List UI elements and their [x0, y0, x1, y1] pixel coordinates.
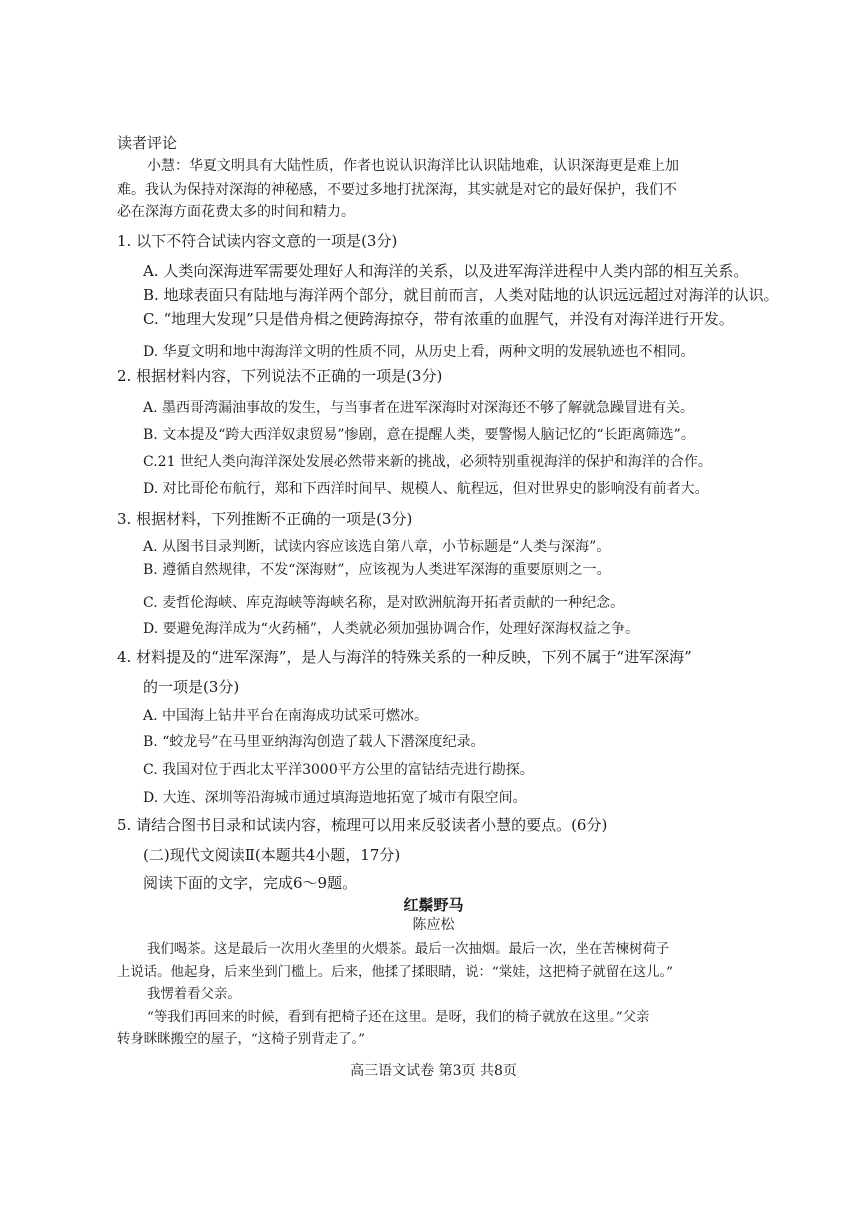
question-4-option-b: B. “蛟龙号”在马里亚纳海沟创造了载人下潜深度纪录。	[143, 734, 485, 750]
question-1-option-b: B. 地球表面只有陆地与海洋两个部分，就目前而言，人类对陆地的认识远远超过对海洋的认识。	[143, 286, 779, 304]
question-4-stem: 4. 材料提及的“进军深海”，是人与海洋的特殊关系的一种反映，下列不属于“进军深海”	[117, 648, 692, 666]
story-paragraph-line: 上说话。他起身，后来坐到门槛上。后来，他揉了揉眼睛，说：“棠娃，这把椅子就留在这儿。”	[117, 965, 674, 980]
question-1-option-c: C. “地理大发现”只是借舟楫之便跨海掠夺，带有浓重的血腥气，并没有对海洋进行开发。	[143, 310, 734, 328]
story-paragraph-line: 我愣着看父亲。	[147, 987, 241, 1002]
question-2-option-a: A. 墨西哥湾漏油事故的发生，与当事者在进军深海时对深海还不够了解就急躁冒进有关。	[143, 400, 695, 416]
question-1-option-a: A. 人类向深海进军需要处理好人和海洋的关系，以及进军海洋进程中人类内部的相互关系。	[143, 262, 749, 280]
page-footer: 高三语文试卷 第3页 共8页	[350, 1063, 517, 1079]
question-2-option-c: C.21 世纪人类向海洋深处发展必然带来新的挑战，必须特别重视海洋的保护和海洋的合作。	[143, 454, 712, 470]
question-3-stem: 3. 根据材料，下列推断不正确的一项是(3分)	[117, 510, 413, 528]
question-2-option-d: D. 对比哥伦布航行，郑和下西洋时间早、规模人、航程远，但对世界史的影响没有前者大。	[143, 481, 709, 497]
story-paragraph-line: 我们喝茶。这是最后一次用火垄里的火煨茶。最后一次抽烟。最后一次，坐在苦楝树荷子	[147, 942, 670, 957]
question-1-option-d: D. 华夏文明和地中海海洋文明的性质不同，从历史上看，两种文明的发展轨迹也不相同。	[143, 344, 695, 360]
question-2-stem: 2. 根据材料内容，下列说法不正确的一项是(3分)	[117, 367, 443, 385]
reader-comment-line: 必在深海方面花费太多的时间和精力。	[117, 204, 355, 220]
story-title: 红鬃野马	[403, 896, 464, 914]
question-3-option-d: D. 要避免海洋成为“火药桶”，人类就必须加强协调合作，处理好深海权益之争。	[143, 621, 639, 637]
question-4-option-d: D. 大连、深圳等沿海城市通过填海造地拓宽了城市有限空间。	[143, 790, 527, 806]
reader-comment-line: 小慧：华夏文明具有大陆性质，作者也说认识海洋比认识陆地难，认识深海更是难上加	[147, 158, 679, 174]
section-instruction: 阅读下面的文字，完成6～9题。	[143, 874, 358, 892]
question-2-option-b: B. 文本提及“跨大西洋奴隶贸易”惨剧，意在提醒人类，要警惕人脑记忆的“长距离筛选”。	[143, 427, 695, 443]
question-4-option-c: C. 我国对位于西北太平洋3000平方公里的富钴结壳进行勘探。	[143, 762, 534, 778]
question-4-stem-continued: 的一项是(3分)	[143, 678, 240, 696]
question-1-stem: 1. 以下不符合试读内容文意的一项是(3分)	[117, 232, 398, 250]
reader-comment-line: 难。我认为保持对深海的神秘感，不要过多地打扰深海，其实就是对它的最好保护，我们不	[117, 182, 677, 198]
question-3-option-a: A. 从图书目录判断，试读内容应该选自第八章，小节标题是“人类与深海”。	[143, 539, 611, 555]
reader-comment-heading: 读者评论	[117, 134, 178, 152]
question-5-stem: 5. 请结合图书目录和试读内容，梳理可以用来反驳读者小慧的要点。(6分)	[117, 816, 608, 834]
question-4-option-a: A. 中国海上钻井平台在南海成功试采可燃冰。	[143, 708, 429, 724]
story-author: 陈应松	[412, 917, 455, 933]
story-paragraph-line: 转身眯眯搬空的屋子，“这椅子别背走了。”	[117, 1032, 366, 1047]
question-3-option-b: B. 遵循自然规律，不发“深海财”，应该视为人类进军深海的重要原则之一。	[143, 562, 611, 578]
story-paragraph-line: “等我们再回来的时候，看到有把椅子还在这里。是呀，我们的椅子就放在这里。”父亲	[147, 1010, 650, 1025]
question-3-option-c: C. 麦哲伦海峡、库克海峡等海峡名称，是对欧洲航海开拓者贡献的一种纪念。	[143, 595, 625, 611]
section-heading: (二)现代文阅读Ⅱ(本题共4小题，17分)	[143, 846, 401, 864]
